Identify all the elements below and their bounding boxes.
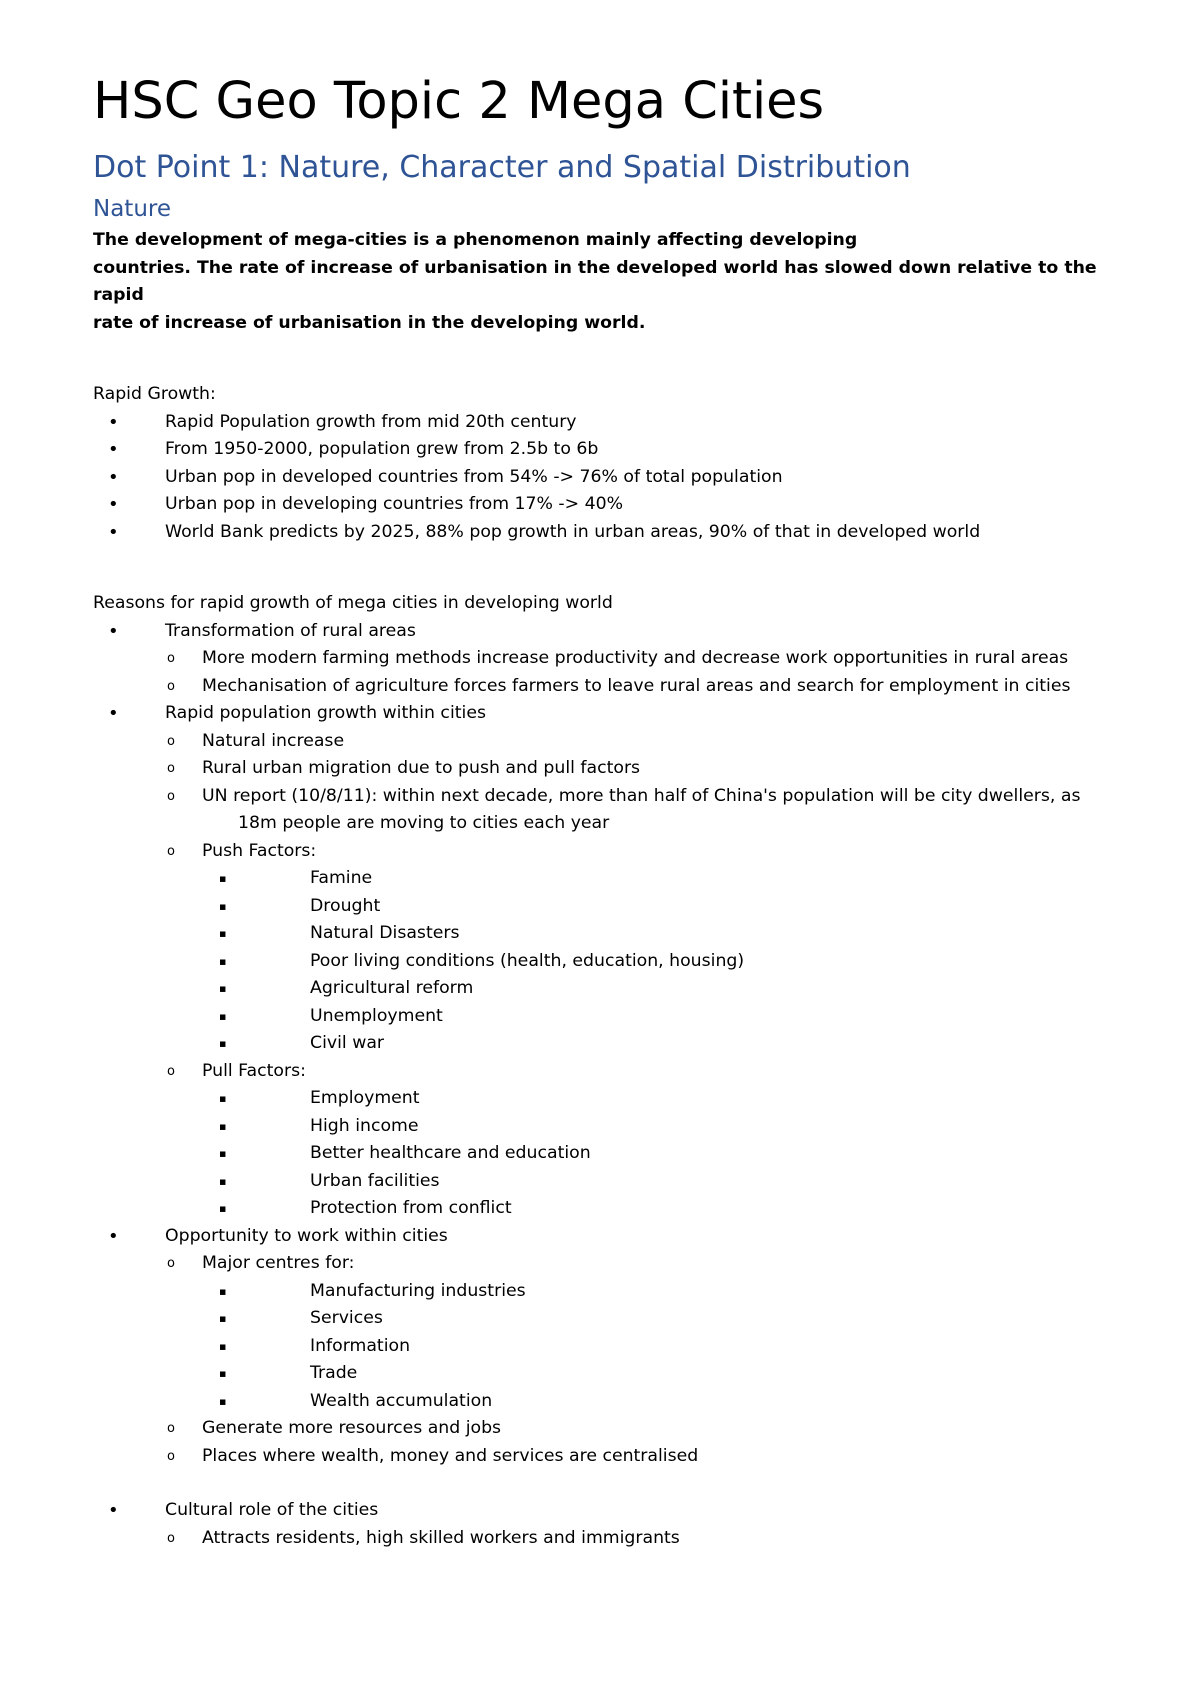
circle-bullet-icon: o <box>167 678 175 694</box>
bullet-icon: • <box>108 1225 119 1247</box>
list-item: • Transformation of rural areas <box>93 618 1123 646</box>
square-bullet-icon: ▪ <box>219 1394 227 1408</box>
circle-bullet-icon: o <box>167 788 175 804</box>
square-bullet-icon: ▪ <box>219 1147 227 1160</box>
reasons-heading: Reasons for rapid growth of mega cities in developing world <box>93 593 613 613</box>
bullet-icon: • <box>108 521 119 543</box>
document-page <box>93 62 1123 1552</box>
square-bullet-icon: ▪ <box>219 1202 227 1215</box>
bullet-icon: • <box>108 620 119 642</box>
reasons-list <box>93 618 1123 1471</box>
bullet-icon: • <box>108 439 119 460</box>
list-item: • Urban pop in developed countries from 54% -> 76% of total population <box>93 464 1123 492</box>
circle-bullet-icon: o <box>167 761 175 776</box>
spacer <box>93 337 1123 381</box>
list-item: • World Bank predicts by 2025, 88% pop growth in urban areas, 90% of that in developed world <box>93 519 1123 547</box>
list-item: • Rapid Population growth from mid 20th century <box>93 409 1123 437</box>
sub-sub-list-item: ▪ Famine <box>93 865 1123 893</box>
sub-list-item: o Places where wealth, money and services are centralised <box>93 1443 1123 1471</box>
circle-bullet-icon: o <box>167 733 175 749</box>
nature-line: The development of mega-cities is a phenomenon mainly affecting developing <box>93 230 858 250</box>
circle-bullet-icon: o <box>167 1421 175 1436</box>
list-item: • Rapid population growth within cities <box>93 700 1123 728</box>
sub-sub-list-item: ▪ Agricultural reform <box>93 975 1123 1003</box>
cultural-list <box>93 1497 1123 1552</box>
sub-sub-list-item: ▪ Unemployment <box>93 1003 1123 1031</box>
square-bullet-icon: ▪ <box>219 1367 227 1380</box>
nature-line: rate of increase of urbanisation in the developing world. <box>93 312 646 333</box>
square-bullet-icon: ▪ <box>219 927 227 940</box>
circle-bullet-icon: o <box>167 651 175 666</box>
sub-sub-list-item: ▪ Manufacturing industries <box>93 1278 1123 1306</box>
square-bullet-icon: ▪ <box>219 982 227 995</box>
sub-list-item: o Natural increase <box>93 728 1123 756</box>
circle-bullet-icon: o <box>167 1063 175 1079</box>
bullet-icon: • <box>108 703 119 724</box>
rapid-growth-list <box>93 409 1123 547</box>
dot-point-heading: Dot Point 1: Nature, Character and Spatial Distribution <box>93 150 911 185</box>
sub-sub-list-item: ▪ Employment <box>93 1085 1123 1113</box>
bullet-icon: • <box>108 494 119 515</box>
circle-bullet-icon: o <box>167 1256 175 1271</box>
sub-list-item: o Major centres for: <box>93 1250 1123 1278</box>
sub-sub-list-item: ▪ Information <box>93 1333 1123 1361</box>
sub-sub-list-item: ▪ Wealth accumulation <box>93 1388 1123 1416</box>
sub-list-item: o Generate more resources and jobs <box>93 1415 1123 1443</box>
square-bullet-icon: ▪ <box>219 954 227 968</box>
sub-sub-list-item: ▪ Services <box>93 1305 1123 1333</box>
sub-sub-list-item: ▪ Protection from conflict <box>93 1195 1123 1223</box>
bullet-icon: • <box>108 466 119 488</box>
square-bullet-icon: ▪ <box>219 1284 227 1298</box>
sub-sub-list-item: ▪ Civil war <box>93 1030 1123 1058</box>
sub-sub-list-item: ▪ Drought <box>93 893 1123 921</box>
square-bullet-icon: ▪ <box>219 1119 227 1133</box>
nature-heading: Nature <box>93 196 171 222</box>
square-bullet-icon: ▪ <box>219 1037 227 1050</box>
square-bullet-icon: ▪ <box>219 872 227 885</box>
circle-bullet-icon: o <box>167 1448 175 1464</box>
square-bullet-icon: ▪ <box>219 1092 227 1105</box>
bullet-icon: • <box>108 1500 119 1521</box>
nature-line: countries. The rate of increase of urbanisation in the developed world has slowed down relative to the rapid <box>93 257 1097 305</box>
sub-list-item: o Pull Factors: <box>93 1058 1123 1086</box>
sub-list-item: o Attracts residents, high skilled workers and immigrants <box>93 1525 1123 1553</box>
circle-bullet-icon: o <box>167 1530 175 1546</box>
list-item: • Cultural role of the cities <box>93 1497 1123 1525</box>
sub-sub-list-item: ▪ Natural Disasters <box>93 920 1123 948</box>
list-item: • Urban pop in developing countries from 17% -> 40% <box>93 491 1123 519</box>
sub-list-item: o Push Factors: <box>93 838 1123 866</box>
square-bullet-icon: ▪ <box>219 1009 227 1023</box>
bullet-icon: • <box>108 411 119 433</box>
sub-list-item: o Mechanisation of agriculture forces farmers to leave rural areas and search for employment in cities <box>93 673 1123 701</box>
rapid-growth-heading: Rapid Growth: <box>93 384 216 404</box>
sub-sub-list-item: ▪ Better healthcare and education <box>93 1140 1123 1168</box>
square-bullet-icon: ▪ <box>219 1339 227 1353</box>
circle-bullet-icon: o <box>167 843 175 859</box>
sub-list-item: o More modern farming methods increase productivity and decrease work opportunities in rural areas <box>93 645 1123 673</box>
square-bullet-icon: ▪ <box>219 1312 227 1325</box>
sub-list-item: o Rural urban migration due to push and pull factors <box>93 755 1123 783</box>
spacer <box>93 546 1123 590</box>
sub-sub-list-item: ▪ High income <box>93 1113 1123 1141</box>
page-title: HSC Geo Topic 2 Mega Cities <box>93 72 825 131</box>
list-item: • From 1950-2000, population grew from 2.5b to 6b <box>93 436 1123 464</box>
sub-list-item: o UN report (10/8/11): within next decade, more than half of China's population will be city dwellers, as 18m people are moving to cities each year <box>93 783 1123 838</box>
sub-sub-list-item: ▪ Urban facilities <box>93 1168 1123 1196</box>
sub-sub-list-item: ▪ Trade <box>93 1360 1123 1388</box>
list-item: • Opportunity to work within cities <box>93 1223 1123 1251</box>
sub-sub-list-item: ▪ Poor living conditions (health, education, housing) <box>93 948 1123 976</box>
spacer <box>93 1470 1123 1497</box>
square-bullet-icon: ▪ <box>219 1174 227 1188</box>
square-bullet-icon: ▪ <box>219 899 227 913</box>
